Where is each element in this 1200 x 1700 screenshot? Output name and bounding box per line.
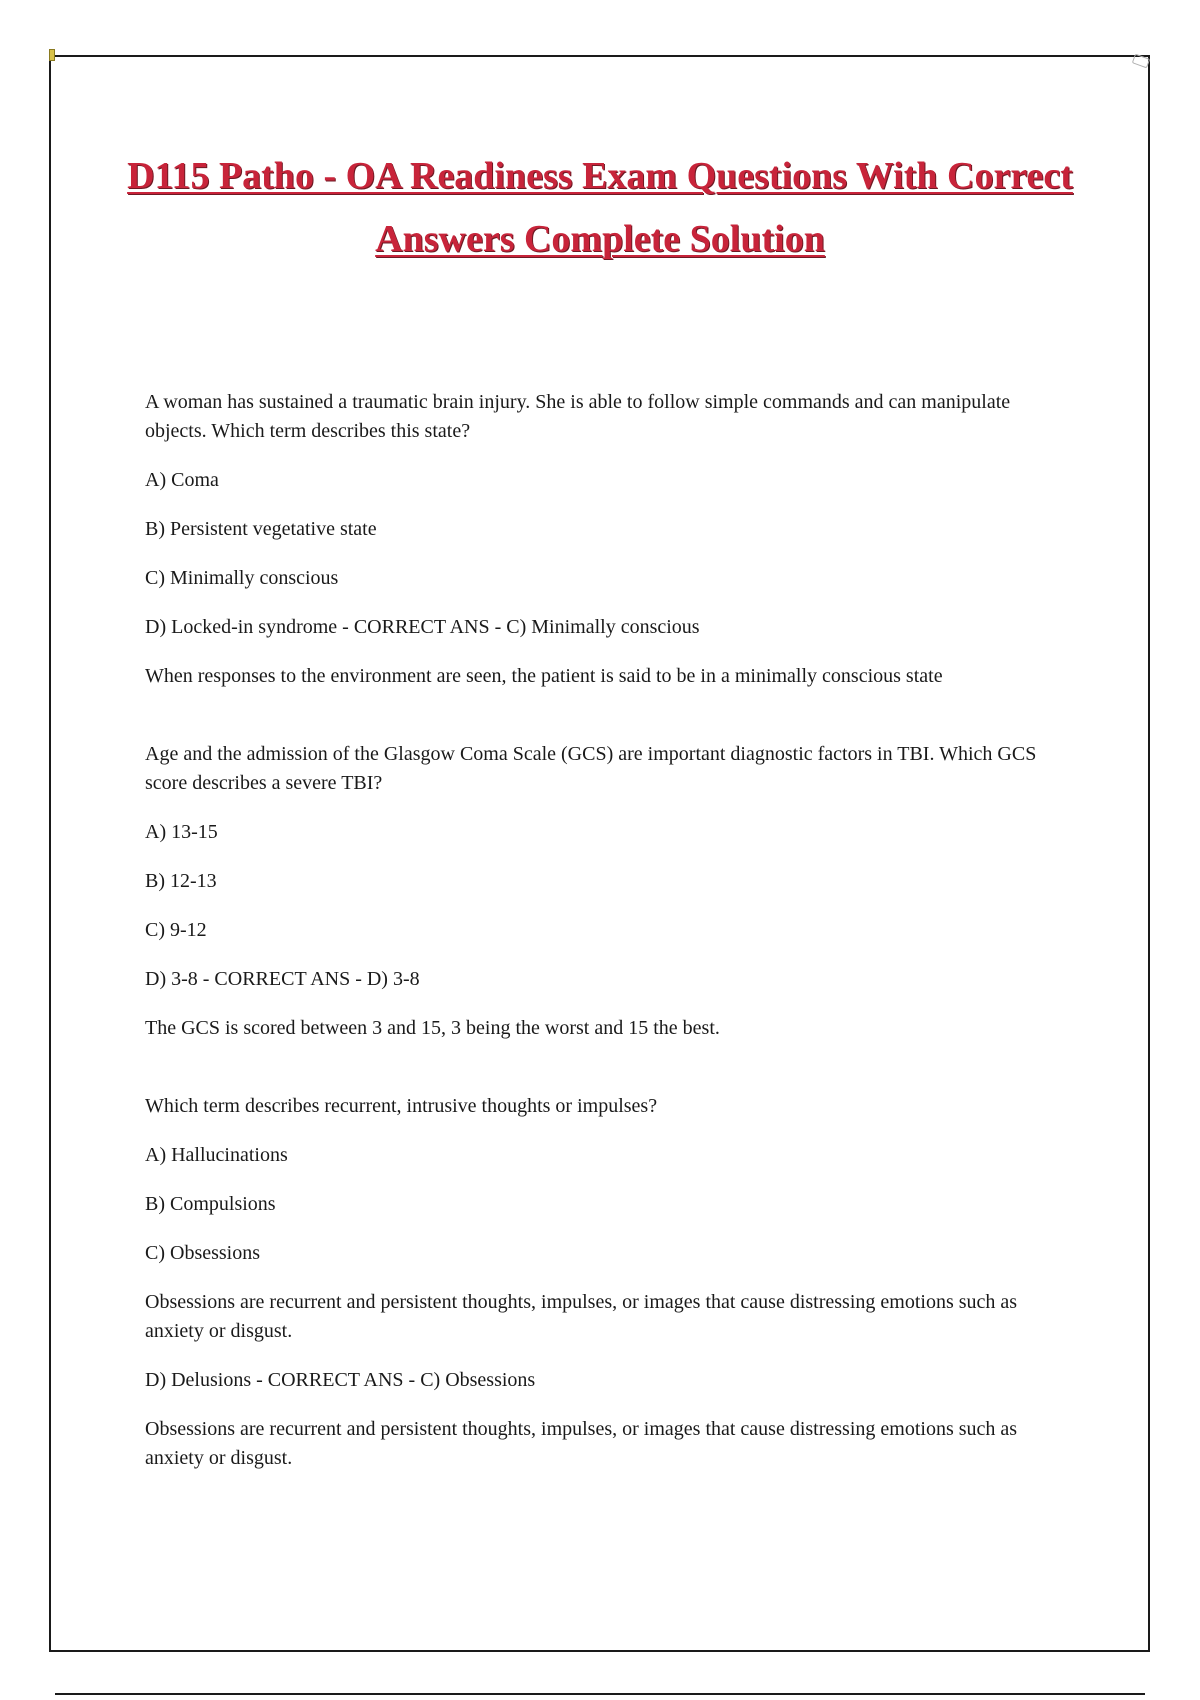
question-prompt: Age and the admission of the Glasgow Coma Scale (GCS) are important diagnostic factors in TBI. Which GCS score describes a severe TBI? [145,743,1037,794]
answer-rationale: The GCS is scored between 3 and 15, 3 being the worst and 15 the best. [145,1017,720,1039]
page-separator [55,1693,1145,1695]
question-3 [145,1092,1075,1473]
answer-rationale: Obsessions are recurrent and persistent thoughts, impulses, or images that cause distressing emotions such as anxiety or disgust. [145,1291,1018,1342]
question-2 [145,740,1075,1043]
answer-option-c: C) Minimally conscious [145,567,339,589]
question-prompt: A woman has sustained a traumatic brain injury. She is able to follow simple commands and can manipulate objects. Which term describes this state? [145,391,1011,442]
answer-option-b: B) Compulsions [145,1193,276,1215]
answer-option-a: A) Coma [145,469,219,491]
answer-option-a: A) Hallucinations [145,1144,288,1166]
question-prompt: Which term describes recurrent, intrusive thoughts or impulses? [145,1095,658,1117]
answer-rationale: When responses to the environment are seen, the patient is said to be in a minimally conscious state [145,665,943,687]
document-title: D115 Patho - OA Readiness Exam Questions With Correct Answers Complete Solution [127,155,1073,260]
answer-option-b: B) Persistent vegetative state [145,518,377,540]
question-list [145,388,1075,1493]
annotation-marker-icon [49,49,55,61]
answer-rationale: Obsessions are recurrent and persistent thoughts, impulses, or images that cause distressing emotions such as anxiety or disgust. [145,1418,1018,1469]
answer-option-c: C) 9-12 [145,919,207,941]
answer-option-d-with-correct: D) Delusions - CORRECT ANS - C) Obsessions [145,1369,536,1391]
answer-option-c: C) Obsessions [145,1242,261,1264]
answer-option-a: A) 13-15 [145,821,218,843]
question-1 [145,388,1075,691]
answer-option-d-with-correct: D) 3-8 - CORRECT ANS - D) 3-8 [145,968,420,990]
answer-option-b: B) 12-13 [145,870,217,892]
answer-option-d-with-correct: D) Locked-in syndrome - CORRECT ANS - C) Minimally conscious [145,616,700,638]
